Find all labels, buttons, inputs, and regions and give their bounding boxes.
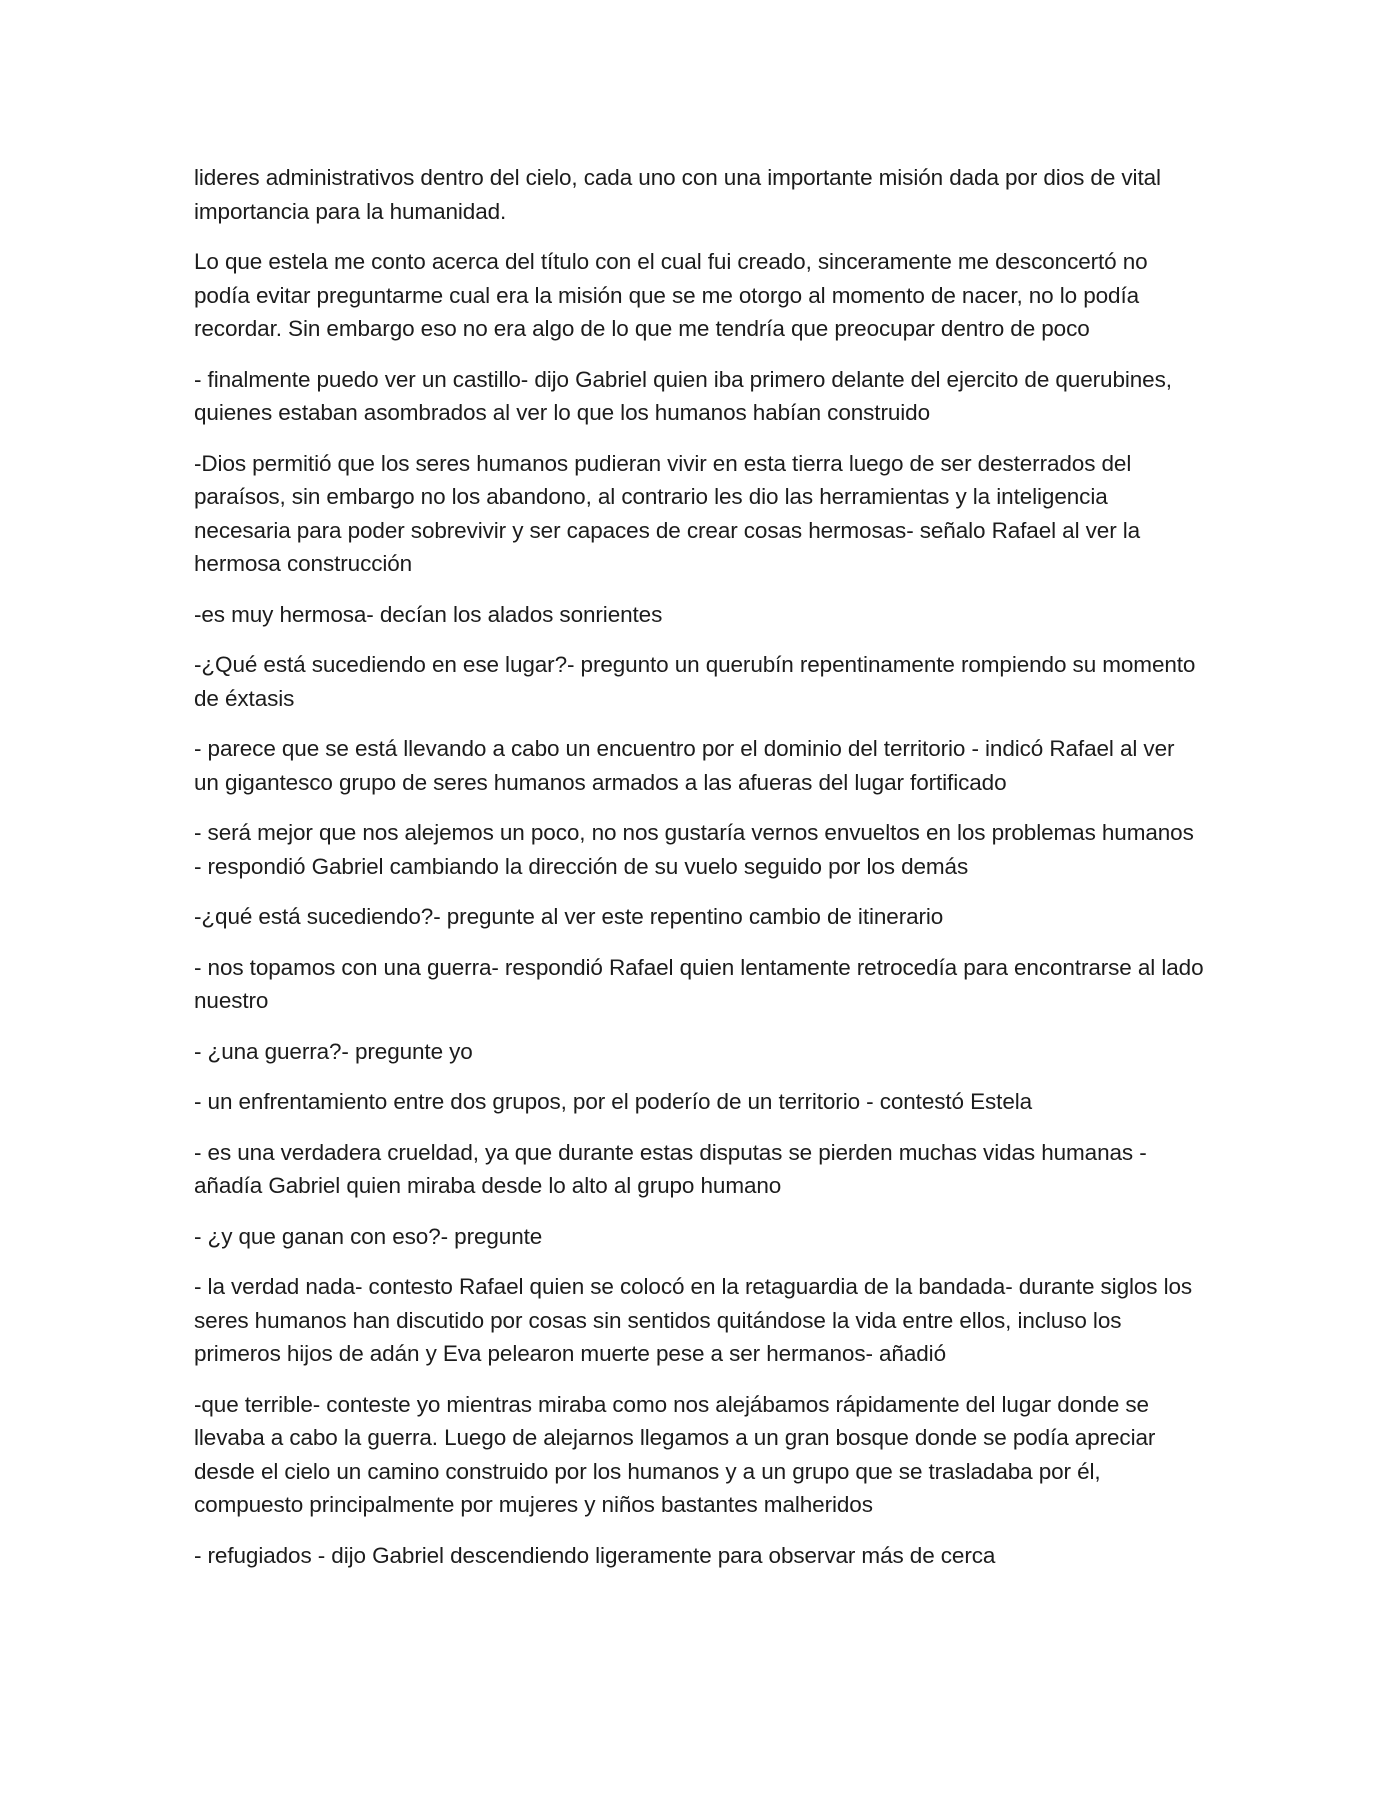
paragraph: - refugiados - dijo Gabriel descendiendo ligeramente para observar más de cerca	[194, 1542, 996, 1568]
paragraph: - nos topamos con una guerra- respondió Rafael quien lentamente retrocedía para encontrarse al lado nuestro	[194, 954, 1204, 1013]
paragraph: lideres administrativos dentro del cielo, cada uno con una importante misión dada por dios de vital importancia para la humanidad.	[194, 165, 1161, 224]
paragraph: -que terrible- conteste yo mientras miraba como nos alejábamos rápidamente del lugar donde se llevaba a cabo la guerra. Luego de alejarnos llegamos a un gran bosque donde se podía apreciar desde el cielo un camino construido por los humanos y a un grupo que se trasladaba por él, compuesto principalmente por mujeres y niños bastantes malheridos	[194, 1391, 1156, 1517]
paragraph: - finalmente puedo ver un castillo- dijo Gabriel quien iba primero delante del ejercito de querubines, quienes estaban asombrados al ver lo que los humanos habían construido	[194, 366, 1172, 425]
paragraph: - la verdad nada- contesto Rafael quien se colocó en la retaguardia de la bandada- durante siglos los seres humanos han discutido por cosas sin sentidos quitándose la vida entre ellos, incluso los primeros hijos de adán y Eva pelearon muerte pese a ser hermanos- añadió	[194, 1274, 1193, 1366]
paragraph: Lo que estela me conto acerca del título con el cual fui creado, sinceramente me desconcertó no podía evitar preguntarme cual era la misión que se me otorgo al momento de nacer, no lo podía recordar. Sin embargo eso no era algo de lo que me tendría que preocupar dentro de poco	[194, 249, 1148, 341]
paragraph: -es muy hermosa- decían los alados sonrientes	[194, 601, 663, 627]
body-text	[194, 161, 1204, 1589]
paragraph: - será mejor que nos alejemos un poco, no nos gustaría vernos envueltos en los problemas humanos - respondió Gabriel cambiando la dirección de su vuelo seguido por los demás	[194, 820, 1194, 879]
paragraph: - parece que se está llevando a cabo un encuentro por el dominio del territorio - indicó Rafael al ver un gigantesco grupo de seres humanos armados a las afueras del lugar fortificado	[194, 736, 1175, 795]
paragraph: - ¿y que ganan con eso?- pregunte	[194, 1223, 543, 1249]
paragraph: -¿qué está sucediendo?- pregunte al ver este repentino cambio de itinerario	[194, 904, 944, 929]
paragraph: -¿Qué está sucediendo en ese lugar?- pregunto un querubín repentinamente rompiendo su momento de éxtasis	[194, 652, 1196, 711]
paragraph: - ¿una guerra?- pregunte yo	[194, 1038, 473, 1064]
paragraph: -Dios permitió que los seres humanos pudieran vivir en esta tierra luego de ser desterrados del paraísos, sin embargo no los abandono, al contrario les dio las herramientas y la inteligencia necesaria para poder sobrevivir y ser capaces de crear cosas hermosas- señalo Rafael al ver la hermosa construcción	[194, 450, 1141, 576]
paragraph: - es una verdadera crueldad, ya que durante estas disputas se pierden muchas vidas humanas - añadía Gabriel quien miraba desde lo alto al grupo humano	[194, 1139, 1147, 1198]
paragraph: - un enfrentamiento entre dos grupos, por el poderío de un territorio - contestó Estela	[194, 1089, 1033, 1114]
